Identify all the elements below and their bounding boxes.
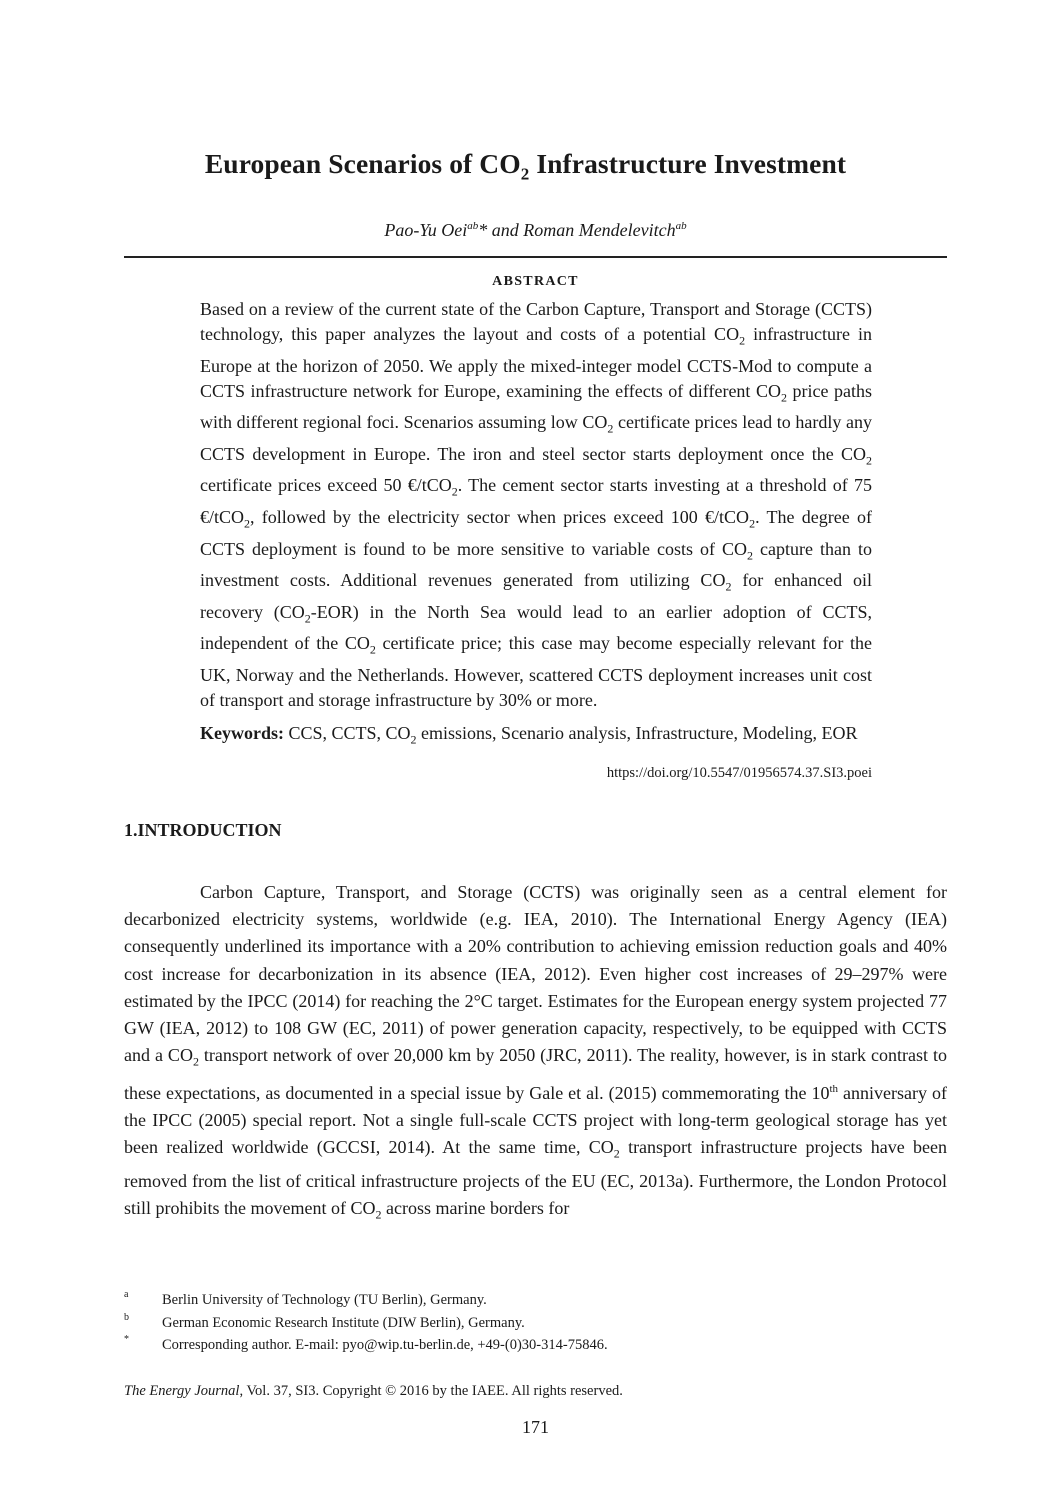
footnote (124, 1334, 947, 1360)
footnote (124, 1311, 947, 1338)
footnote-text: Berlin University of Technology (TU Berlin), Germany. (162, 1292, 487, 1308)
author-name: Pao-Yu Oei (384, 220, 468, 240)
abstract-text: Based on a review of the current state of the Carbon Capture, Transport and Storage (CCTS) technology, this paper analyzes the layout and costs of a potential $CO_2$ infrastructure in Europe at the horizon of 2050. We apply the mixed-integer model CCTS-Mod to compute a CCTS infrastructure network for Europe, examining the effects of different $CO_2$ price paths with different regional foci. Scenarios assuming low $CO_2$ certificate prices lead to hardly any CCTS development in Europe. The iron and steel sector starts deployment once the $CO_2$ certificate prices exceed 50 €/tCO$_2$. The cement sector starts investing at a threshold of 75 €/tCO$_2$, followed by the electricity sector when prices exceed 100 €/tCO$_2$. The degree of CCTS deployment is found to be more sensitive to variable costs of $CO_2$ capture than to investment costs. Additional revenues generated from utilizing $CO_2$ for enhanced oil recovery $(CO_2-EOR)$ in the North Sea would lead to an earlier adoption of CCTS, independent of the $CO_2$ certificate price; this case may become especially relevant for the UK, Norway and the Netherlands. However, scattered CCTS deployment increases unit cost of transport and storage infrastructure by 30% or more. (200, 299, 873, 710)
footnote-mark: a (124, 1289, 129, 1300)
author-line: Pao-Yu Oei$^{ab}$* and Roman Mendelevitch$^{ab}$ (384, 220, 687, 240)
copyright-line: The Energy Journal, Vol. 37, SI3. Copyright © 2016 by the IAEE. All rights reserved. (124, 1383, 623, 1399)
page-number: 171 (522, 1417, 549, 1437)
footnotes (124, 1289, 947, 1360)
footnote-text: German Economic Research Institute (DIW Berlin), Germany. (162, 1314, 525, 1331)
abstract-body (200, 297, 872, 753)
author-name: Roman Mendelevitch (523, 220, 676, 240)
keywords-label: Keywords: (200, 722, 284, 743)
footnote (124, 1289, 947, 1315)
header-divider (124, 256, 947, 258)
journal-name: The Energy Journal (124, 1383, 240, 1399)
footnote-mark: * (124, 1334, 129, 1345)
doi-link[interactable]: https://doi.org/10.5547/01956574.37.SI3.poei (606, 765, 872, 781)
keywords: Keywords: CCS, CCTS, $CO_2$ emissions, Scenario analysis, Infrastructure, Modeling, EOR (200, 722, 858, 747)
footnote-text: Corresponding author. E-mail: pyo@wip.tu-berlin.de, +49-(0)30-314-75846. (162, 1337, 608, 1353)
abstract-heading: ABSTRACT (492, 274, 579, 289)
introduction-paragraph: Carbon Capture, Transport, and Storage (CCTS) was originally seen as a central element for decarbonized electricity systems, worldwide (e.g. IEA, 2010). The International Energy Agency (IEA) consequently underlined its importance with a 20% contribution to achieving emission reduction goals and 40% cost increase for decarbonization in its absence (IEA, 2012). Even higher cost increases of 29–297% were estimated by the IPCC (2014) for reaching the 2°C target. Estimates for the European energy system projected 77 GW (IEA, 2012) to 108 GW (EC, 2011) of power generation capacity, respectively, to be equipped with CCTS and a $CO_2$ transport network of over 20,000 km by 2050 (JRC, 2011). The reality, however, is in stark contrast to these expectations, as documented in a special issue by Gale et al. (2015) commemorating the 10th anniversary of the IPCC (2005) special report. Not a single full-scale CCTS project with long-term geological storage has yet been realized worldwide (GCCSI, 2014). At the same time, $CO_2$ transport infrastructure projects have been removed from the list of critical infrastructure projects of the EU (EC, 2013a). Furthermore, the London Protocol still prohibits the movement of $CO_2$ across marine borders for (124, 882, 947, 1223)
footnote-mark: b (124, 1311, 129, 1323)
paper-title: European Scenarios of $CO_2$ Infrastructure Investment (204, 148, 847, 184)
section-heading: 1.INTRODUCTION (124, 820, 282, 840)
